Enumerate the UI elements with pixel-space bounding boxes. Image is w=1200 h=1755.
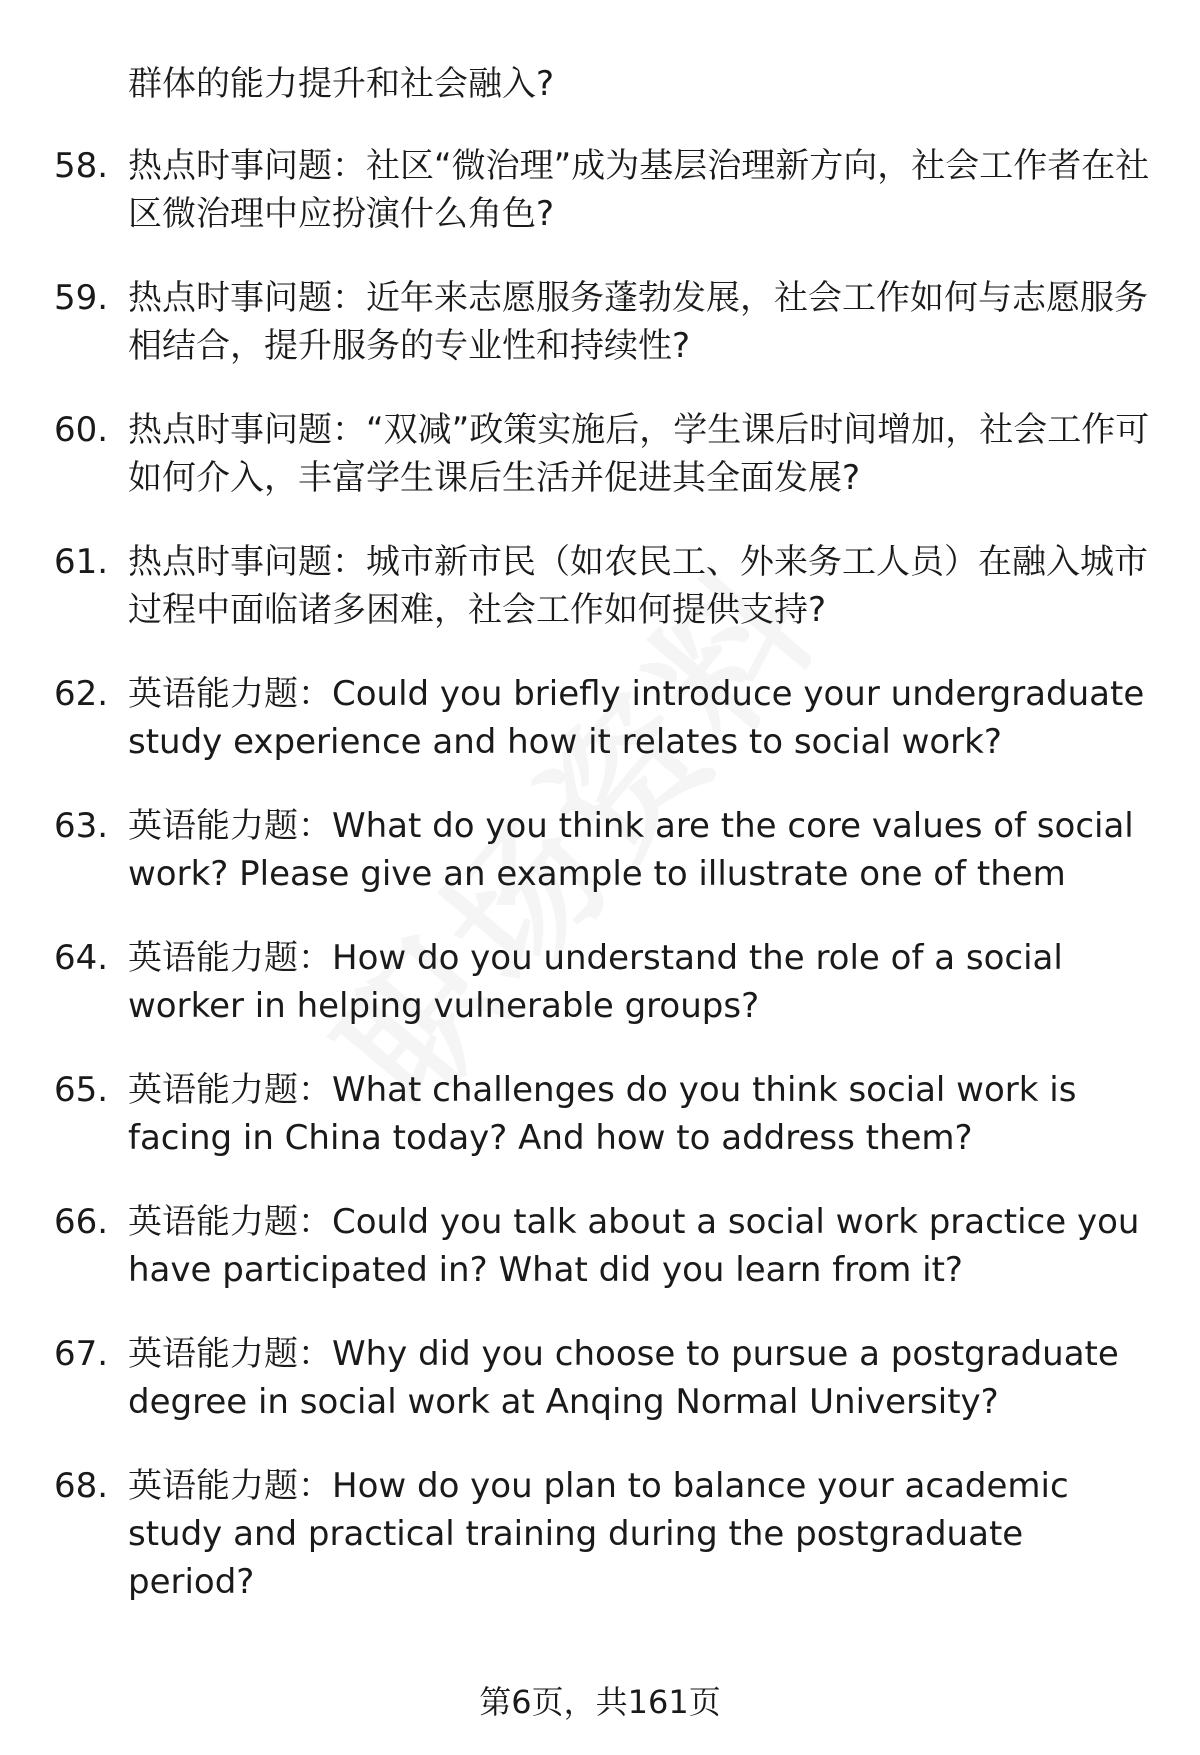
question-item (0, 538, 1200, 634)
question-item (0, 142, 1200, 238)
question-item (0, 1462, 1200, 1606)
page-footer: 第6页，共161页 (479, 1683, 721, 1721)
question-item (0, 1066, 1200, 1162)
question-number: 65. (54, 1070, 109, 1110)
question-item (0, 670, 1200, 766)
question-text: 英语能力题：What do you think are the core values of social work? Please give an example to illustrate one of them (128, 806, 1134, 894)
question-number: 58. (54, 146, 109, 186)
question-item (0, 934, 1200, 1030)
question-number: 68. (54, 1466, 109, 1506)
question-text: 热点时事问题：城市新市民（如农民工、外来务工人员）在融入城市过程中面临诸多困难，社会工作如何提供支持? (128, 542, 1148, 630)
question-text: 热点时事问题：社区“微治理”成为基层治理新方向，社会工作者在社区微治理中应扮演什么角色? (128, 146, 1150, 234)
question-item (0, 1330, 1200, 1426)
question-item (0, 802, 1200, 898)
question-item (0, 274, 1200, 370)
question-number: 60. (54, 410, 109, 450)
question-text: 英语能力题：How do you plan to balance your academic study and practical training during the postgraduate period? (128, 1466, 1069, 1602)
question-text: 热点时事问题：“双减”政策实施后，学生课后时间增加，社会工作可如何介入，丰富学生课后生活并促进其全面发展? (128, 410, 1150, 498)
question-text: 英语能力题：How do you understand the role of a social worker in helping vulnerable groups? (128, 938, 1063, 1026)
question-number: 64. (54, 938, 109, 978)
continuation-text: 群体的能力提升和社会融入? (128, 64, 555, 104)
question-text: 热点时事问题：近年来志愿服务蓬勃发展，社会工作如何与志愿服务相结合，提升服务的专业性和持续性? (128, 278, 1148, 366)
question-text: 英语能力题：Could you briefly introduce your undergraduate study experience and how it relates to social work? (128, 674, 1145, 762)
question-item (0, 1198, 1200, 1294)
question-text: 英语能力题：Could you talk about a social work practice you have participated in? What did you learn from it? (128, 1202, 1140, 1290)
question-number: 61. (54, 542, 109, 582)
question-number: 67. (54, 1334, 109, 1374)
question-number: 66. (54, 1202, 109, 1242)
question-list (0, 142, 1200, 1642)
question-number: 62. (54, 674, 109, 714)
question-text: 英语能力题：What challenges do you think social work is facing in China today? And how to address them? (128, 1070, 1077, 1158)
question-number: 63. (54, 806, 109, 846)
question-item (0, 406, 1200, 502)
question-number: 59. (54, 278, 109, 318)
question-text: 英语能力题：Why did you choose to pursue a postgraduate degree in social work at Anqing Normal University? (128, 1334, 1119, 1422)
